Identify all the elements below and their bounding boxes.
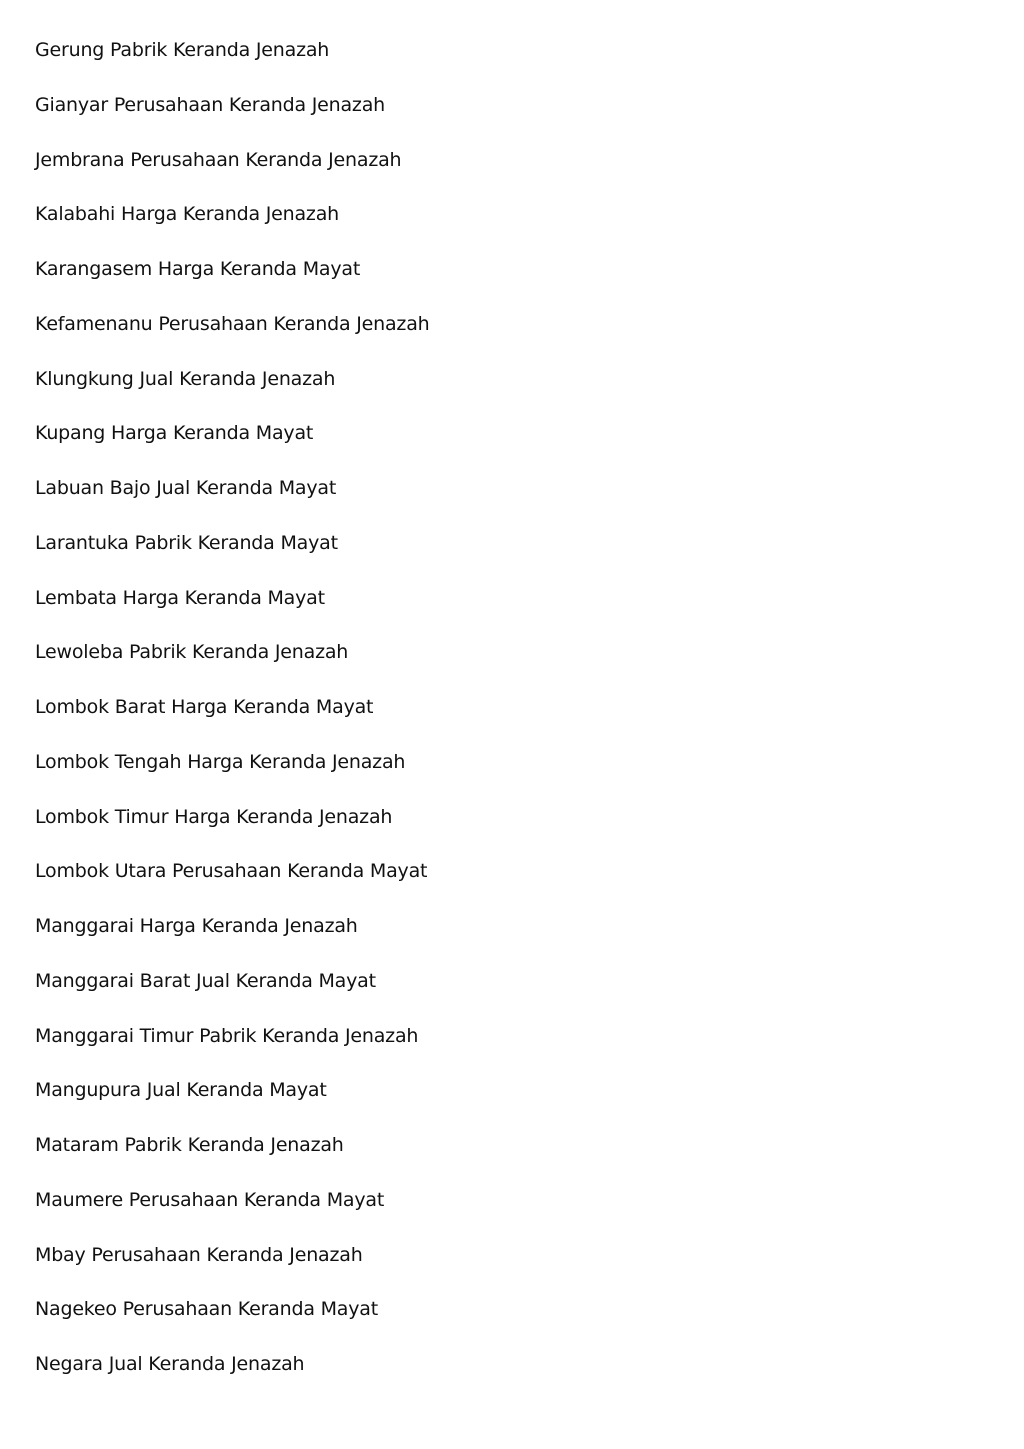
location-link[interactable]: Mataram Pabrik Keranda Jenazah [35,1134,344,1156]
list-item [35,419,430,474]
list-item [35,146,430,201]
list-item [35,967,430,1022]
location-link[interactable]: Lombok Tengah Harga Keranda Jenazah [35,750,406,773]
location-link[interactable]: Nagekeo Perusahaan Keranda Mayat [35,1298,378,1321]
location-link[interactable]: Mangupura Jual Keranda Mayat [35,1079,327,1102]
list-item [35,693,430,748]
list-item [35,529,430,584]
location-link[interactable]: Labuan Bajo Jual Keranda Mayat [35,477,337,499]
location-link[interactable]: Manggarai Timur Pabrik Keranda Jenazah [35,1024,419,1047]
location-link[interactable]: Manggarai Harga Keranda Jenazah [35,915,358,937]
location-link[interactable]: Lembata Harga Keranda Mayat [35,586,325,609]
list-item [35,584,430,639]
list-item [35,857,430,912]
location-link[interactable]: Lombok Barat Harga Keranda Mayat [35,696,374,718]
list-item [35,365,430,420]
location-link[interactable]: Karangasem Harga Keranda Mayat [35,258,361,280]
location-link[interactable]: Lombok Utara Perusahaan Keranda Mayat [35,860,428,883]
location-link[interactable]: Maumere Perusahaan Keranda Mayat [35,1188,385,1211]
location-link[interactable]: Lewoleba Pabrik Keranda Jenazah [35,641,349,664]
list-item [35,1295,430,1350]
list-item [35,638,430,693]
list-item [35,36,430,91]
location-link[interactable]: Mbay Perusahaan Keranda Jenazah [35,1243,363,1266]
list-item [35,310,430,365]
list-item [35,200,430,255]
list-item [35,803,430,858]
list-item [35,1186,430,1241]
location-link[interactable]: Kupang Harga Keranda Mayat [35,422,314,445]
location-link[interactable]: Manggarai Barat Jual Keranda Mayat [35,969,376,992]
location-link[interactable]: Gerung Pabrik Keranda Jenazah [35,39,330,61]
list-item [35,1350,430,1405]
location-link[interactable]: Kalabahi Harga Keranda Jenazah [35,203,339,226]
list-item [35,255,430,310]
location-link-list [35,36,430,1405]
location-link[interactable]: Klungkung Jual Keranda Jenazah [35,367,336,390]
list-item [35,91,430,146]
list-item [35,912,430,967]
list-item [35,748,430,803]
location-link[interactable]: Jembrana Perusahaan Keranda Jenazah [35,148,402,171]
list-item [35,1022,430,1077]
location-link[interactable]: Larantuka Pabrik Keranda Mayat [35,531,338,554]
location-link[interactable]: Lombok Timur Harga Keranda Jenazah [35,805,393,828]
location-link[interactable]: Gianyar Perusahaan Keranda Jenazah [35,93,385,116]
list-item [35,1076,430,1131]
list-item [35,1241,430,1296]
list-item [35,1131,430,1186]
location-link[interactable]: Negara Jual Keranda Jenazah [35,1353,305,1375]
list-item [35,474,430,529]
location-link[interactable]: Kefamenanu Perusahaan Keranda Jenazah [35,312,430,335]
